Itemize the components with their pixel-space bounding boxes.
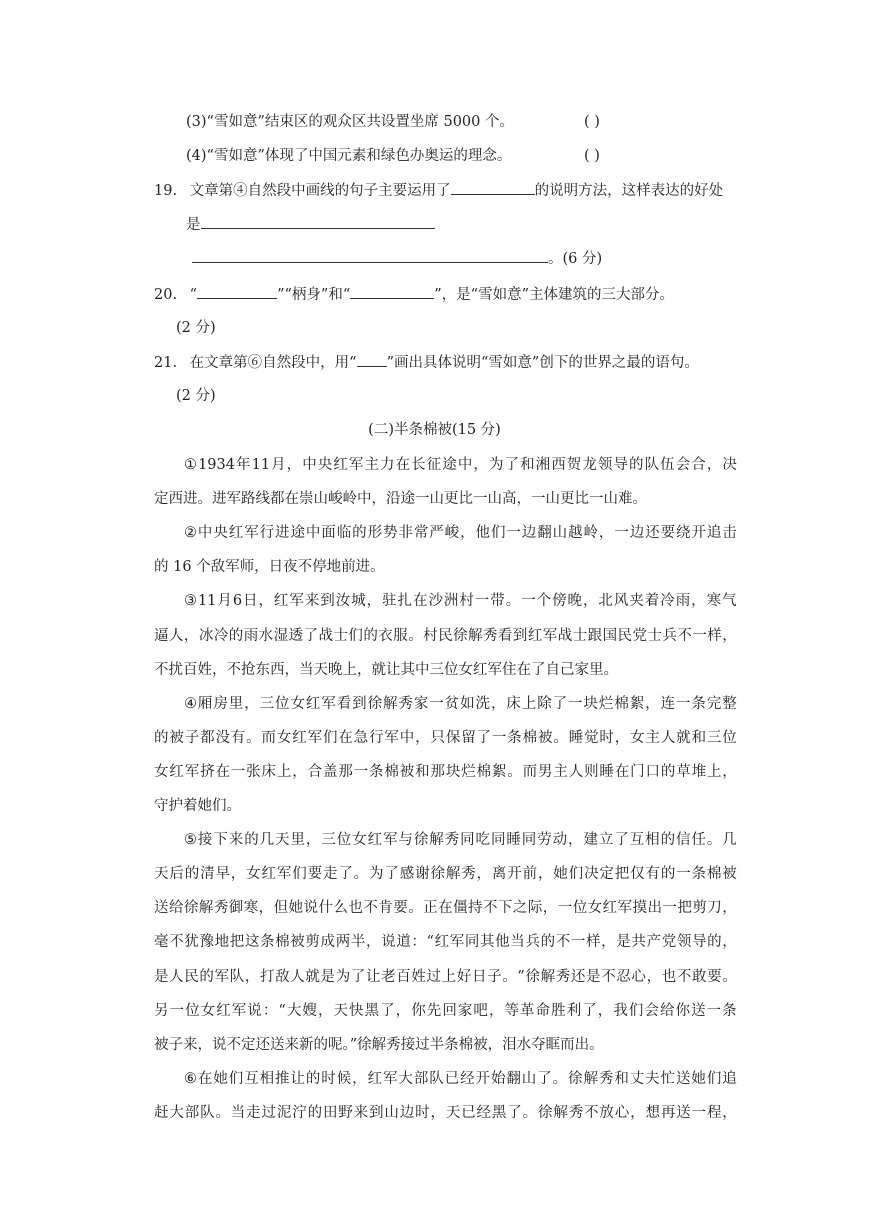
article-line: 赶 大 部 队 。 当 走 过 泥 泞 的 田 野 来 到 山 边 时 ， 天 已 经 黑 了 。 徐 解 秀 不 放 心 ， 想 再 送 一 程 ， (154, 1104, 737, 1121)
article-line: 是 人 民 的 军 队 ， 打 敌 人 就 是 为 了 让 老 百 姓 过 上 好 日 子 。 ” 徐 解 秀 还 是 不 忍 心 ， 也 不 敢 要 。 (154, 968, 737, 985)
q18-item-4: (4)“雪如意”体现了中国元素和绿色办奥运的理念。 (186, 148, 512, 164)
q21-underline-mark (357, 352, 387, 367)
q20-text-end: ”，是“雪如意”主体建筑的三大部分。 (434, 287, 674, 303)
article-line: ⑥ 在 她 们 互 相 推 让 的 时 候 ， 红 军 大 部 队 已 经 开 始 翻 山 了 。 徐 解 秀 和 丈 夫 忙 送 她 们 追 (184, 1070, 737, 1087)
q19-line-3 (192, 248, 602, 269)
article-line: 天 后 的 清 早 ， 女 红 军 们 要 走 了 。 为 了 感 谢 徐 解 秀 ， 离 开 前 ， 她 们 决 定 把 仅 有 的 一 条 棉 被 (154, 866, 737, 883)
q19-line-2 (186, 214, 435, 235)
q19-line-1 (154, 180, 723, 201)
article-line: 另 一 位 女 红 军 说 ： “ 大 嫂 ， 天 快 黑 了 ， 你 先 回 家 吧 ， 等 革 命 胜 利 了 ， 我 们 会 给 你 送 一 条 (154, 1002, 737, 1019)
q20-text-mid: ”“柄身”和“ (277, 287, 351, 303)
article-line: ⑤ 接 下 来 的 几 天 里 ， 三 位 女 红 军 与 徐 解 秀 同 吃 同 睡 同 劳 动 ， 建 立 了 互 相 的 信 任 。 几 (184, 832, 737, 849)
q20-line-1 (154, 284, 674, 305)
q19-benefit-blank-1 (201, 214, 435, 229)
q20-score: (2 分) (176, 320, 216, 336)
q19-text-b: 的说明方法，这样表达的好处 (534, 183, 724, 199)
q21-line-1 (154, 352, 699, 373)
q19-score: 。(6 分) (548, 251, 603, 267)
q18-item-4-answer-parens: ( ) (584, 148, 600, 164)
article-line: 逼 人 ， 冰 冷 的 雨 水 湿 透 了 战 士 们 的 衣 服 。 村 民 徐 解 秀 看 到 红 军 战 士 跟 国 民 党 士 兵 不 一 样 ， (154, 627, 737, 644)
q21-text-a: 在文章第⑥自然段中，用“ (189, 355, 357, 371)
article-line: 的 16 个敌军师，日夜不停地前进。 (154, 559, 385, 576)
article-line: ③ 11 月 6 日 ， 红 军 来 到 汝 城 ， 驻 扎 在 沙 洲 村 一 带 。 一 个 傍 晚 ， 北 风 夹 着 冷 雨 ， 寒 气 (184, 593, 737, 610)
article-line: 被子来，说不定还送来新的呢。”徐解秀接过半条棉被，泪水夺眶而出。 (154, 1036, 604, 1053)
q19-method-blank (451, 180, 535, 195)
q21-text-b: ”画出具体说明“雪如意”创下的世界之最的语句。 (386, 355, 699, 371)
article-line: 定西进。进军路线都在崇山峻岭中，沿途一山更比一山高，一山更比一山难。 (154, 491, 647, 508)
article-line: 守护着她们。 (154, 798, 241, 814)
q18-item-3: (3)“雪如意”结束区的观众区共设置坐席 5000 个。 (186, 114, 514, 130)
article-line: ② 中 央 红 军 行 进 途 中 面 临 的 形 势 非 常 严 峻 ， 他 们 一 边 翻 山 越 岭 ， 一 边 还 要 绕 开 追 击 (184, 525, 737, 542)
article-line: ① 1934 年 11 月 ， 中 央 红 军 主 力 在 长 征 途 中 ， 为 了 和 湘 西 贺 龙 领 导 的 队 伍 会 合 ， 决 (184, 457, 737, 473)
article-line: 送 给 徐 解 秀 御 寒 ， 但 她 说 什 么 也 不 肯 要 。 正 在 僵 持 不 下 之 际 ， 一 位 女 红 军 摸 出 一 把 剪 刀 ， (154, 900, 737, 917)
article-line: 毫 不 犹 豫 地 把 这 条 棉 被 剪 成 两 半 ， 说 道 ： “ 红 军 同 其 他 当 兵 的 不 一 样 ， 是 共 产 党 领 导 的 ， (154, 934, 737, 951)
q20-quote-open: “ (189, 287, 198, 303)
q20-number: 20. (154, 287, 178, 303)
article-line: ④ 厢 房 里 ， 三 位 女 红 军 看 到 徐 解 秀 家 一 贫 如 洗 ， 床 上 除 了 一 块 烂 棉 絮 ， 连 一 条 完 整 (184, 695, 737, 712)
q21-number: 21. (154, 355, 178, 371)
q19-number: 19. (154, 183, 178, 199)
article-title: (二)半条棉被(15 分) (368, 422, 501, 438)
article-line: 不扰百姓，不抢东西，当天晚上，就让其中三位女红军住在了自己家里。 (154, 661, 618, 678)
article-line: 女 红 军 挤 在 一 张 床 上 ， 合 盖 那 一 条 棉 被 和 那 块 烂 棉 絮 。 而 男 主 人 则 睡 在 门 口 的 草 堆 上 ， (154, 763, 737, 780)
q20-blank-1 (197, 284, 277, 299)
article-line: 的 被 子 都 没 有 。 而 女 红 军 们 在 急 行 军 中 ， 只 保 留 了 一 条 棉 被 。 睡 觉 时 ， 女 主 人 就 和 三 位 (154, 729, 737, 746)
q18-item-3-answer-parens: ( ) (584, 114, 600, 130)
q20-blank-2 (350, 284, 434, 299)
q19-text-a: 文章第④自然段中画线的句子主要运用了 (189, 183, 451, 199)
q21-score: (2 分) (176, 388, 216, 404)
q19-benefit-blank-2 (192, 248, 548, 263)
q19-line2-text: 是 (186, 217, 201, 233)
